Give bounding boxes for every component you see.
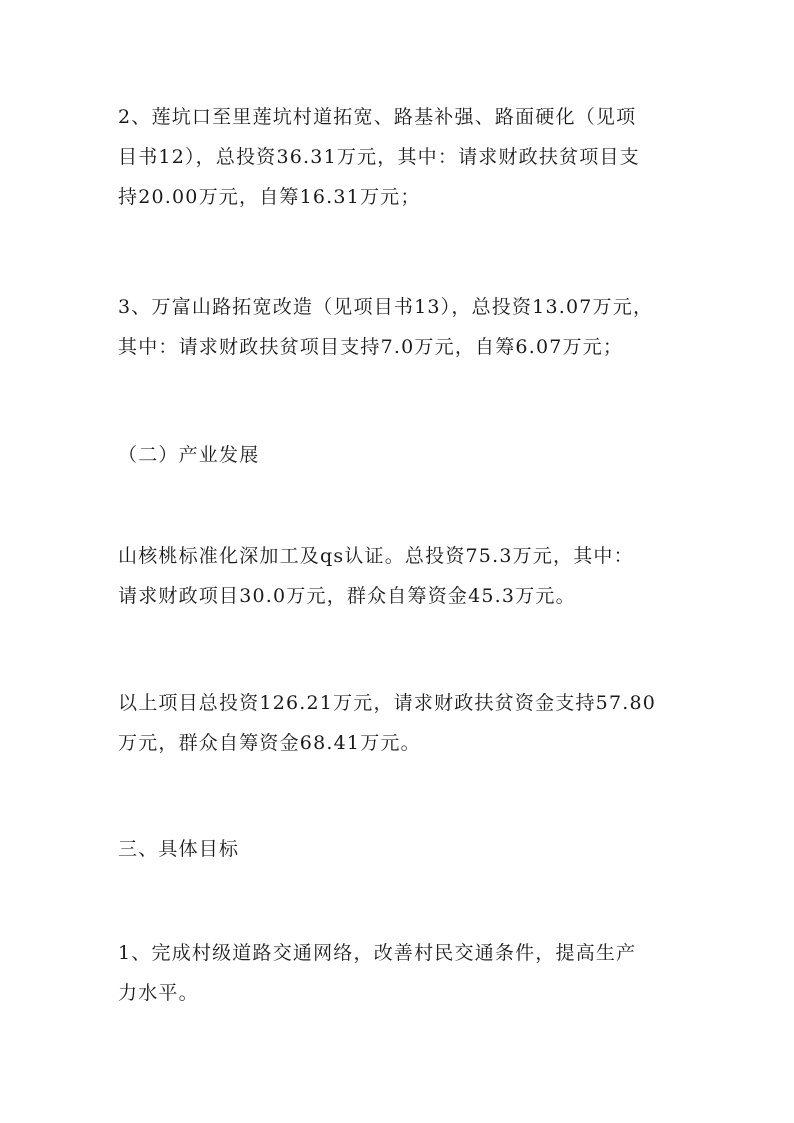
text-line: 目书12），总投资36.31万元，其中：请求财政扶贫项目支 [118, 146, 640, 168]
paragraph-total-summary [118, 683, 688, 763]
heading-text: 三、具体目标 [118, 838, 240, 860]
text-line: 2、莲坑口至里莲坑村道拓宽、路基补强、路面硬化（见项 [118, 106, 637, 128]
paragraph-wanfu-road-item [118, 287, 688, 367]
paragraph-walnut-project [118, 536, 688, 616]
text-line: 1、完成村级道路交通网络，改善村民交通条件，提高生产 [118, 942, 637, 964]
paragraph-goal-1 [118, 933, 688, 1013]
text-line: 其中：请求财政扶贫项目支持7.0万元，自筹6.07万元； [118, 336, 624, 358]
section-heading-industry [118, 435, 688, 475]
section-heading-goals [118, 829, 688, 869]
text-line: 山核桃标准化深加工及qs认证。总投资75.3万元，其中： [118, 545, 634, 567]
text-line: 持20.00万元，自筹16.31万元； [118, 186, 421, 208]
text-line: 力水平。 [118, 982, 199, 1004]
text-line: 以上项目总投资126.21万元，请求财政扶贫资金支持57.80 [118, 692, 657, 714]
text-line: 请求财政项目30.0万元，群众自筹资金45.3万元。 [118, 585, 576, 607]
text-line: 3、万富山路拓宽改造（见项目书13），总投资13.07万元， [118, 296, 654, 318]
paragraph-lotus-road-item [118, 97, 688, 217]
text-line: 万元，群众自筹资金68.41万元。 [118, 732, 421, 754]
heading-text: （二）产业发展 [118, 444, 260, 466]
